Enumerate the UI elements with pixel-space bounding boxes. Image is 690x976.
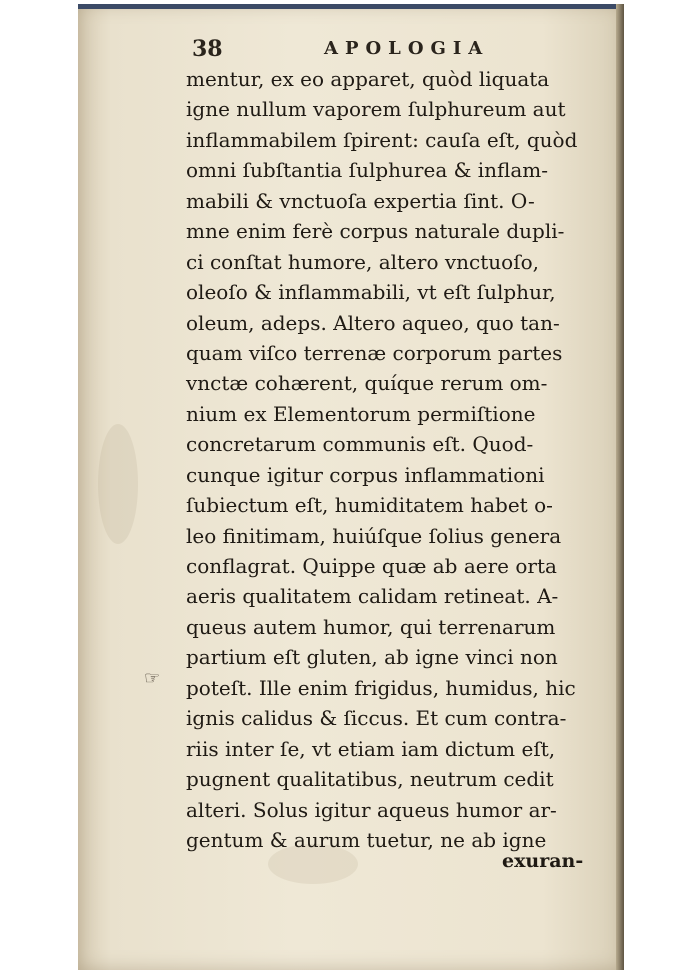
text-line: oleum, adeps. Altero aqueo, quo tan- [186, 310, 560, 335]
paper-stain [98, 424, 138, 544]
text-line: queus autem humor, qui terrenarum [186, 614, 556, 639]
text-line: aeris qualitatem calidam retineat. A- [186, 584, 559, 609]
running-title: APOLOGIA [324, 38, 490, 59]
text-line: pugnent qualitatibus, neutrum cedit [186, 767, 554, 792]
text-line: riis inter ſe, vt etiam iam dictum eſt, [186, 736, 556, 761]
text-line: inflammabilem ſpirent: cauſa eſt, quòd [186, 127, 578, 152]
text-line: cunque igitur corpus inflammationi [186, 462, 545, 487]
text-line: quam viſco terrenæ corporum partes [186, 340, 563, 365]
text-line: leo finitimam, huiúſque ſolius genera [186, 523, 562, 548]
text-line: mabili & vnctuoſa expertia ſint. O- [186, 188, 535, 213]
text-line: conflagrat. Quippe quæ ab aere orta [186, 554, 557, 578]
text-line: ſubiectum eſt, humiditatem habet o- [186, 493, 553, 518]
text-line: mne enim ferè corpus naturale dupli- [186, 219, 565, 244]
text-line: poteſt. Ille enim frigidus, humidus, hic [186, 675, 576, 700]
text-line: omni ſubſtantia ſulphurea & inflam- [186, 158, 549, 183]
text-line: concretarum communis eſt. Quod- [186, 432, 534, 457]
text-line: gentum & aurum tuetur, ne ab igne [186, 827, 547, 852]
text-line: partium eſt gluten, ab igne vinci non [186, 645, 558, 670]
page-scan [78, 4, 624, 970]
catchword: exuran- [502, 850, 584, 872]
text-line: oleoſo & inflammabili, vt eſt ſulphur, [186, 280, 556, 305]
page-number: 38 [192, 36, 223, 62]
page-right-edge [616, 4, 624, 970]
text-line: igne nullum vaporem ſulphureum aut [186, 97, 566, 122]
page-top-edge [78, 4, 624, 9]
text-line: alteri. Solus igitur aqueus humor ar- [186, 797, 557, 822]
text-line: ignis calidus & ſiccus. Et cum contra- [186, 706, 567, 731]
text-line: mentur, ex eo apparet, quòd liquata [186, 67, 550, 91]
text-line: ci conſtat humore, altero vnctuoſo, [186, 249, 540, 274]
text-line: nium ex Elementorum permiſtione [186, 401, 536, 426]
text-line: vnctæ cohærent, quíque rerum om- [186, 371, 548, 396]
manicule-icon: ☞ [144, 668, 161, 689]
body-text [186, 64, 598, 855]
